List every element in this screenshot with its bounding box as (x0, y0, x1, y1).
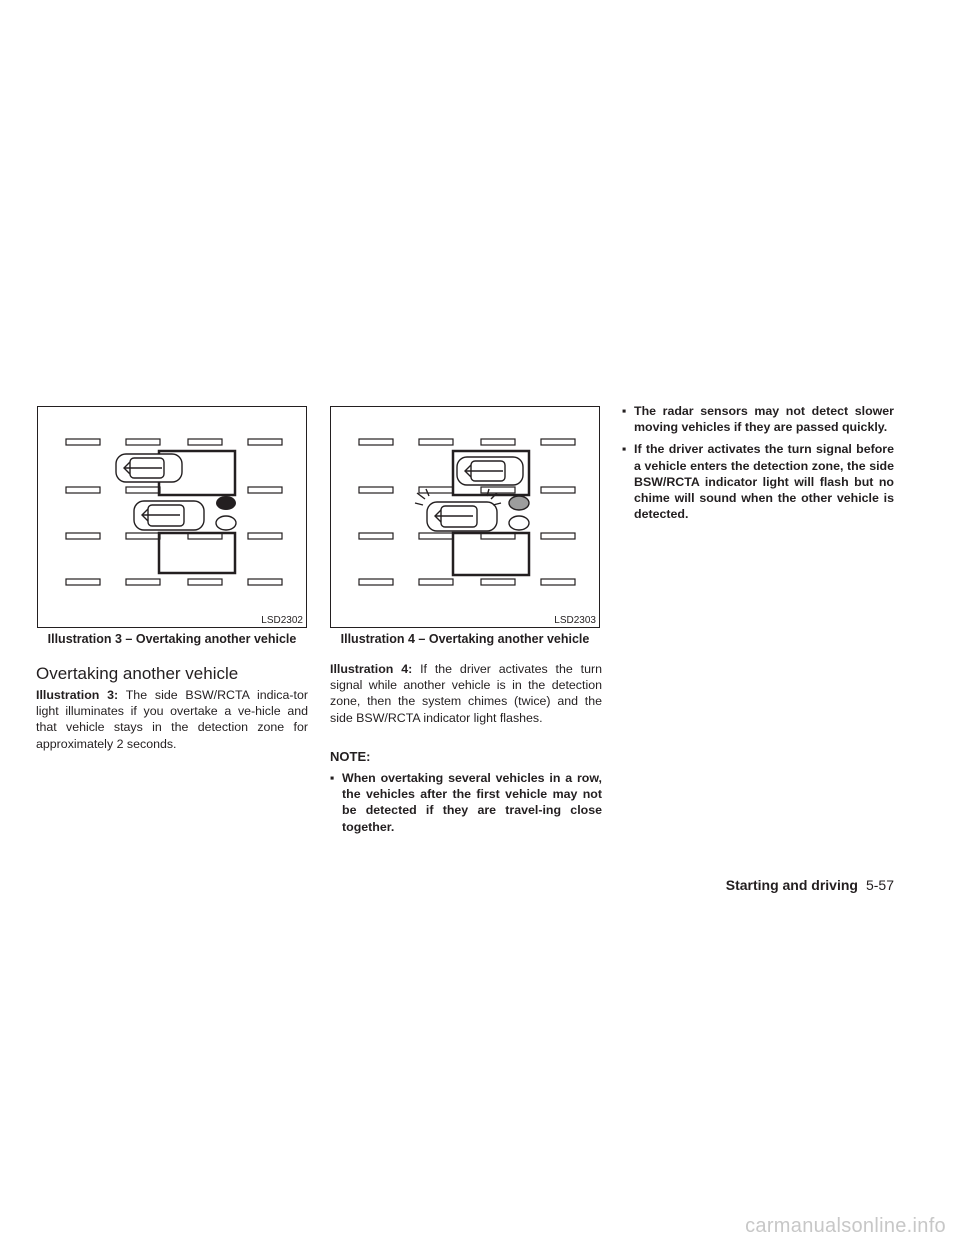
page-number: 5-57 (865, 877, 894, 893)
bullet-icon: ▪ (330, 771, 335, 785)
bullet-icon: ▪ (622, 442, 627, 457)
paragraph-label: Illustration 3: (36, 688, 119, 702)
paragraph-text: The side BSW/RCTA indica-tor light illuminates if you overtake a ve-hicle and that vehicle stays in the detection zone for approximately 2 seconds. (36, 688, 308, 751)
note-item-text: If the driver activates the turn signal before a vehicle enters the detection zone, the side BSW/RCTA indicator light will flash but no chime will sound when the other vehicle is detected. (634, 442, 894, 522)
paragraph-label: Illustration 4: (330, 662, 413, 676)
illustration-3 (37, 406, 307, 628)
page-footer (726, 877, 894, 893)
footer-section-title: Starting and driving (725, 877, 858, 893)
car-icon (116, 454, 182, 482)
figure-code: LSD2302 (261, 615, 303, 626)
note-list-continued (622, 403, 894, 528)
car-icon (427, 502, 497, 531)
indicator-light-off-icon (216, 516, 236, 530)
note-item (622, 403, 894, 435)
illustration-3-description (36, 687, 308, 752)
illustration-4-description (330, 661, 602, 726)
car-icon (134, 501, 204, 530)
bullet-icon: ▪ (622, 404, 627, 418)
indicator-light-flashing-icon (509, 496, 529, 510)
illustration-3-caption: Illustration 3 – Overtaking another vehicle (47, 632, 297, 646)
note-item-text: When overtaking several vehicles in a row, the vehicles after the first vehicle may not be detected if they are travel-ing close together. (342, 771, 602, 834)
note-item (622, 441, 894, 522)
illustration-4-diagram (331, 407, 601, 629)
indicator-light-off-icon (509, 516, 529, 530)
note-heading: NOTE: (330, 749, 371, 764)
section-title: Overtaking another vehicle (36, 664, 239, 683)
illustration-4 (330, 406, 600, 628)
note-item (330, 770, 602, 835)
car-icon (457, 457, 523, 485)
figure-code: LSD2303 (554, 615, 596, 626)
illustration-4-caption: Illustration 4 – Overtaking another vehicle (340, 632, 590, 646)
illustration-3-diagram (38, 407, 308, 629)
paragraph-text: If the driver activates the turn signal while another vehicle is in the detection zone, then the system chimes (twice) and the side BSW/RCTA indicator light flashes. (330, 662, 602, 725)
indicator-light-on-icon (216, 496, 236, 510)
watermark: carmanualsonline.info (745, 1215, 946, 1237)
note-item-text: The radar sensors may not detect slower moving vehicles if they are passed quickly. (634, 404, 894, 435)
note-list (330, 770, 602, 841)
